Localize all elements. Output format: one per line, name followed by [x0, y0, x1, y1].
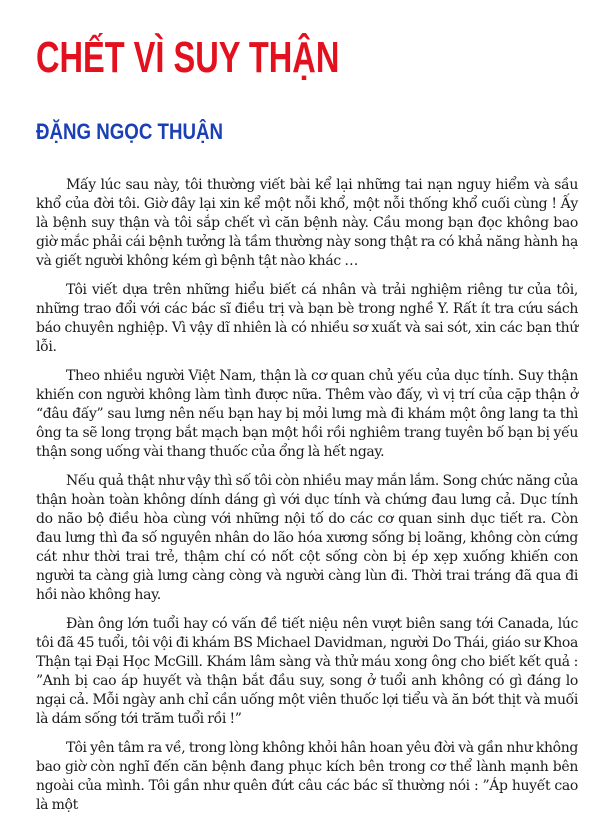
paragraph: Nếu quả thật như vậy thì số tôi còn nhiều may mắn lắm. Song chức năng của thận hoàn toàn không dính dáng gì với dục tính và chứng đau lưng cả. Dục tính do não bộ điều hòa cùng với những nội tố do các cơ quan sinh dục tiết ra. Còn đau lưng thì đa số nguyên nhân do lão hóa xương sống bị loãng, không còn cứng cát như thời trai trẻ, thậm chí có nốt cột sống còn bị ép xẹp xuống khiến con người ta càng già lưng càng còng và người càng lùn đi. Thời trai tráng đã qua đi hồi nào không hay.: [36, 473, 578, 603]
paragraph: Tôi yên tâm ra về, trong lòng không khỏi hân hoan yêu đời và gần như không bao giờ còn nghĩ đến căn bệnh đang phục kích bên trong cơ thể lành mạnh bên ngoài của mình. Tôi gần như quên đứt câu các bác sĩ thường nói : ”Áp huyết cao là một: [36, 740, 578, 813]
article-title: CHẾT VÌ SUY THẬN: [36, 33, 340, 82]
paragraph: Đàn ông lớn tuổi hay có vấn đề tiết niệu nên vượt biên sang tới Canada, lúc tôi đã 45 tuổi, tôi vội đi khám BS Michael Davidman, người Do Thái, giáo sư Khoa Thận tại Đại Học McGill. Khám lâm sàng và thử máu xong ông cho biết kết quả : ”Anh bị cao áp huyết và thận bắt đầu suy, song ở tuổi anh không có gì đáng lo ngại cả. Mỗi ngày anh chỉ cần uống một viên thuốc lợi tiểu và ăn bớt thịt và muối là dám sống tới trăm tuổi rồi !”: [36, 616, 578, 727]
article-body: [36, 176, 578, 825]
paragraph: Tôi viết dựa trên những hiểu biết cá nhân và trải nghiệm riêng tư của tôi, những trao đổi với các bác sĩ điều trị và bạn bè trong nghề Y. Rất ít tra cứu sách báo chuyên nghiệp. Vì vậy dĩ nhiên là có nhiều sơ xuất và sai sót, xin các bạn thứ lỗi.: [36, 282, 578, 355]
paragraph: Theo nhiều người Việt Nam, thận là cơ quan chủ yếu của dục tính. Suy thận khiến con người không làm tình được nữa. Thêm vào đấy, vì vị trí của cặp thận ở “đâu đấy” sau lưng nên nếu bạn hay bị mỏi lưng mà đi khám một ông lang ta thì ông ta sẽ long trọng bắt mạch bạn một hồi rồi nghiêm trang tuyên bố bạn bị yếu thận song uống vài thang thuốc của ổng là hết ngay.: [36, 368, 578, 460]
paragraph: Mấy lúc sau này, tôi thường viết bài kể lại những tai nạn nguy hiểm và sầu khổ của đời tôi. Giờ đây lại xin kể một nỗi khổ, một nỗi thống khổ cuối cùng ! Ấy là bệnh suy thận và tôi sắp chết vì căn bệnh này. Cầu mong bạn đọc không bao giờ mắc phải cái bệnh tưởng là tầm thường này song thật ra có khả năng hành hạ và giết người không kém gì bệnh tật nào khác …: [36, 177, 578, 269]
article-author: ĐẶNG NGỌC THUẬN: [36, 119, 223, 144]
